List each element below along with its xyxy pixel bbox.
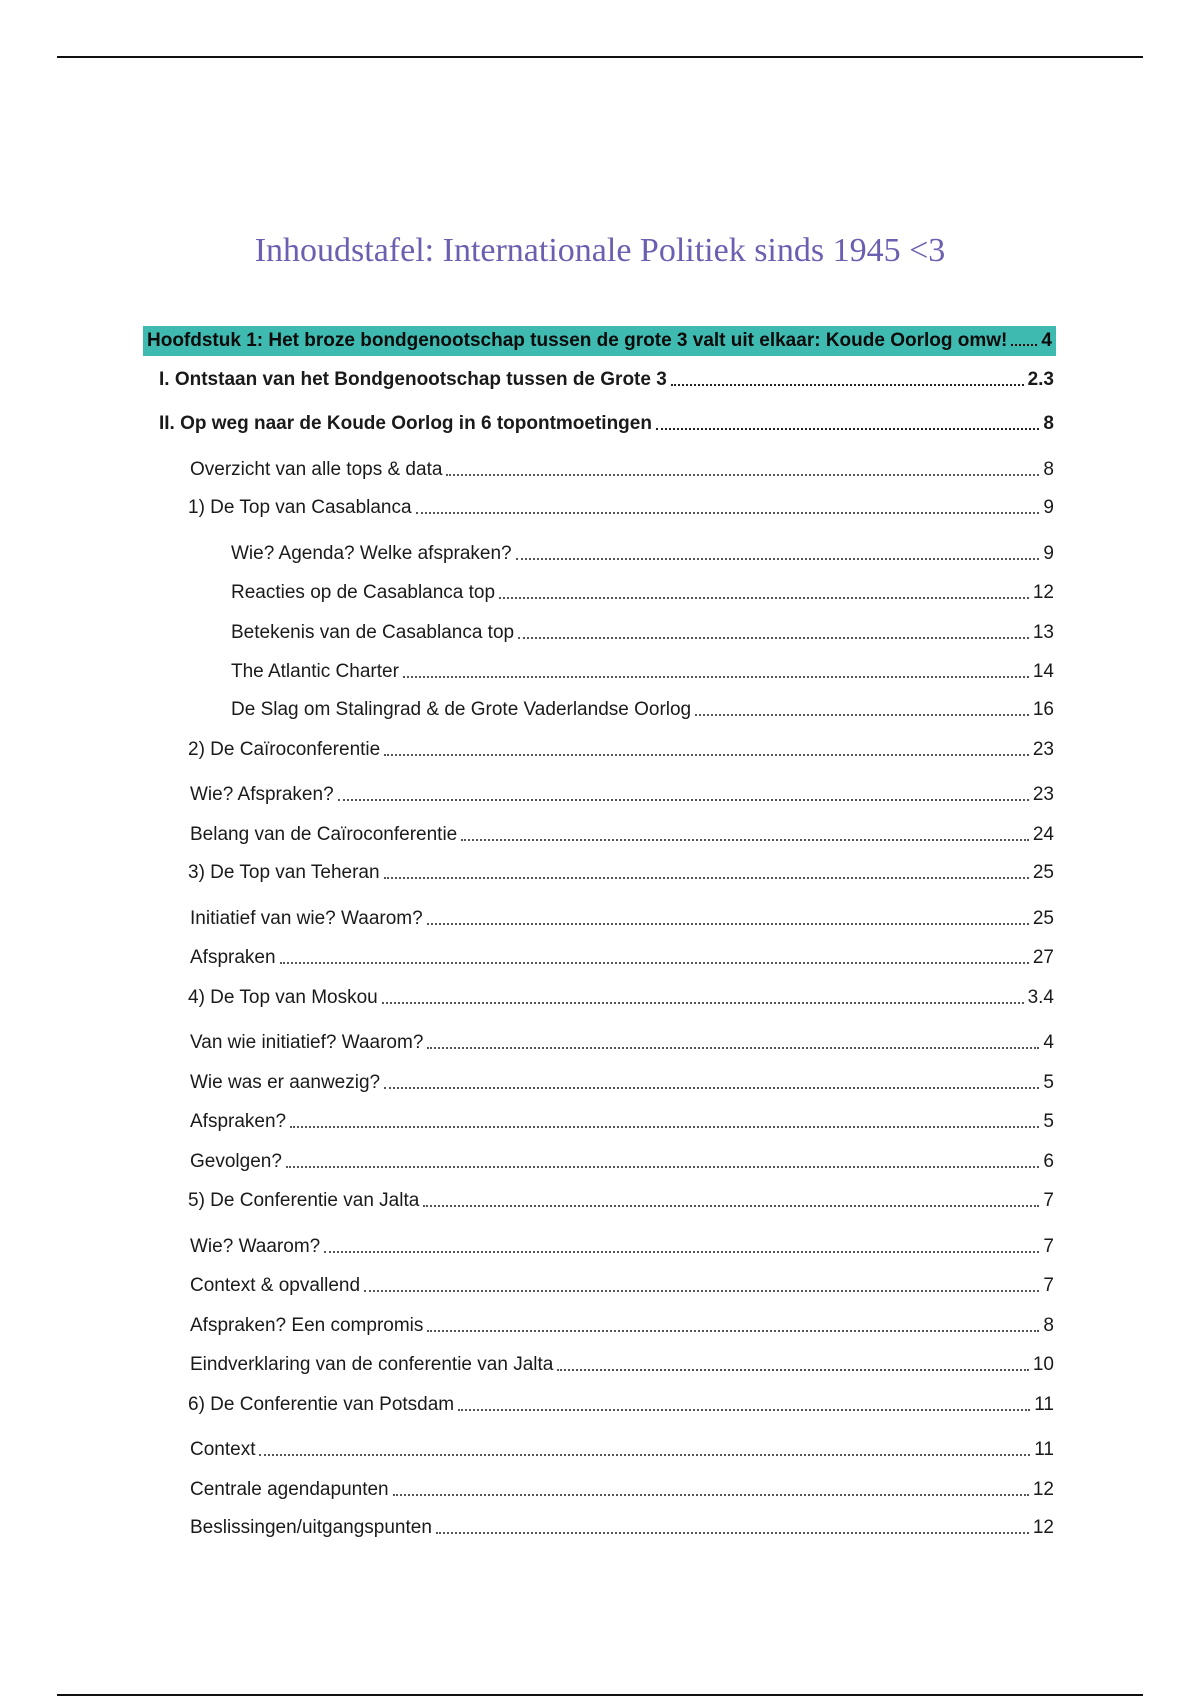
dot-leader: [427, 1047, 1039, 1049]
toc-label: Afspraken? Een compromis: [190, 1315, 424, 1336]
toc-item[interactable]: [190, 783, 1054, 807]
dot-leader: [403, 676, 1029, 678]
dot-leader: [364, 1290, 1039, 1292]
toc-item[interactable]: [188, 1393, 1054, 1417]
dot-leader: [436, 1532, 1029, 1534]
toc-page: 7: [1043, 1275, 1054, 1296]
toc-page: 25: [1032, 908, 1054, 929]
dot-leader: [1011, 344, 1037, 346]
dot-leader: [656, 428, 1039, 430]
toc-page: 9: [1043, 543, 1054, 564]
toc-chapter-1[interactable]: [143, 326, 1056, 356]
dot-leader: [461, 839, 1029, 841]
toc-label: Afspraken: [190, 947, 276, 968]
toc-page: 5: [1043, 1072, 1054, 1093]
toc-page: 24: [1032, 824, 1054, 845]
toc-page: 10: [1032, 1354, 1054, 1375]
toc-page: 14: [1032, 661, 1054, 682]
toc-page: 12: [1032, 1479, 1054, 1500]
toc-label: Wie? Agenda? Welke afspraken?: [231, 543, 512, 564]
toc-item[interactable]: [190, 823, 1054, 847]
toc-item[interactable]: [190, 1235, 1054, 1259]
dot-leader: [458, 1409, 1030, 1411]
toc-label: Hoofdstuk 1: Het broze bondgenootschap tussen de grote 3 valt uit elkaar: Koude Oorlog omw!: [147, 330, 1008, 351]
toc-item[interactable]: [231, 660, 1054, 684]
toc-page: 27: [1032, 947, 1054, 968]
toc-page: 9: [1043, 497, 1054, 518]
toc-item[interactable]: [188, 738, 1054, 762]
toc-item[interactable]: [188, 861, 1054, 885]
toc-label: I. Ontstaan van het Bondgenootschap tussen de Grote 3: [159, 369, 667, 390]
toc-page: 12: [1032, 1517, 1054, 1538]
toc-item[interactable]: [190, 1353, 1054, 1377]
toc-label: Wie? Afspraken?: [190, 784, 334, 805]
dot-leader: [382, 1002, 1024, 1004]
toc-page: 11: [1034, 1394, 1054, 1415]
dot-leader: [695, 714, 1029, 716]
toc-label: 3) De Top van Teheran: [188, 862, 380, 883]
dot-leader: [324, 1251, 1039, 1253]
toc-page: 16: [1032, 699, 1054, 720]
toc-section[interactable]: [159, 412, 1054, 436]
dot-leader: [290, 1126, 1039, 1128]
toc-item[interactable]: [231, 542, 1054, 566]
toc-page: 23: [1032, 739, 1054, 760]
dot-leader: [427, 1330, 1039, 1332]
dot-leader: [259, 1454, 1030, 1456]
toc-page: 23: [1032, 784, 1054, 805]
toc-page: 4: [1041, 330, 1052, 351]
toc-page: 7: [1043, 1236, 1054, 1257]
toc-item[interactable]: [190, 1150, 1054, 1174]
toc-item[interactable]: [190, 907, 1054, 931]
toc-label: Context: [190, 1439, 256, 1460]
toc-item[interactable]: [190, 1071, 1054, 1095]
dot-leader: [499, 597, 1029, 599]
toc-item[interactable]: [190, 946, 1054, 970]
toc-label: Afspraken?: [190, 1111, 287, 1132]
toc-page: 5: [1043, 1111, 1054, 1132]
toc-label: Wie was er aanwezig?: [190, 1072, 381, 1093]
dot-leader: [446, 474, 1039, 476]
toc-label: Van wie initiatief? Waarom?: [190, 1032, 424, 1053]
toc-label: Betekenis van de Casablanca top: [231, 622, 515, 643]
dot-leader: [557, 1369, 1029, 1371]
dot-leader: [286, 1166, 1040, 1168]
toc-label: 1) De Top van Casablanca: [188, 497, 412, 518]
dot-leader: [384, 754, 1029, 756]
toc-section[interactable]: [159, 368, 1054, 392]
toc-item[interactable]: [188, 1189, 1054, 1213]
toc-item[interactable]: [231, 581, 1054, 605]
toc-page: 8: [1043, 413, 1054, 434]
toc-page: 12: [1032, 582, 1054, 603]
toc-label: II. Op weg naar de Koude Oorlog in 6 topontmoetingen: [159, 413, 652, 434]
toc-label: 5) De Conferentie van Jalta: [188, 1190, 420, 1211]
toc-label: Gevolgen?: [190, 1151, 282, 1172]
toc-page: 8: [1043, 1315, 1054, 1336]
toc-label: Reacties op de Casablanca top: [231, 582, 496, 603]
toc-label: 2) De Caïroconferentie: [188, 739, 381, 760]
toc-page: 3.4: [1027, 987, 1054, 1008]
toc-label: Centrale agendapunten: [190, 1479, 389, 1500]
toc-page: 4: [1043, 1032, 1054, 1053]
toc-page: 7: [1043, 1190, 1054, 1211]
dot-leader: [671, 384, 1024, 386]
toc-page: 11: [1034, 1439, 1054, 1460]
page-title: Inhoudstafel: Internationale Politiek sinds 1945 <3: [254, 232, 946, 269]
toc-label: Eindverklaring van de conferentie van Jalta: [190, 1354, 554, 1375]
toc-label: Wie? Waarom?: [190, 1236, 321, 1257]
toc-item[interactable]: [190, 458, 1054, 482]
dot-leader: [427, 923, 1029, 925]
toc-page: 25: [1032, 862, 1054, 883]
footer-rule: [57, 1694, 1143, 1696]
toc-label: Initiatief van wie? Waarom?: [190, 908, 423, 929]
toc-item[interactable]: [231, 621, 1054, 645]
dot-leader: [393, 1494, 1029, 1496]
dot-leader: [423, 1205, 1039, 1207]
toc-item[interactable]: [190, 1438, 1054, 1462]
toc-page: 2.3: [1027, 369, 1054, 390]
toc-page: 6: [1043, 1151, 1054, 1172]
toc-label: De Slag om Stalingrad & de Grote Vaderlandse Oorlog: [231, 699, 692, 720]
toc-item[interactable]: [190, 1516, 1054, 1540]
toc-item[interactable]: [190, 1314, 1054, 1338]
toc-label: Overzicht van alle tops & data: [190, 459, 443, 480]
toc-label: The Atlantic Charter: [231, 661, 399, 682]
toc-item[interactable]: [190, 1110, 1054, 1134]
dot-leader: [416, 512, 1040, 514]
toc-item[interactable]: [190, 1031, 1054, 1055]
dot-leader: [384, 1087, 1039, 1089]
dot-leader: [280, 962, 1029, 964]
dot-leader: [516, 558, 1040, 560]
dot-leader: [518, 637, 1029, 639]
toc-label: Context & opvallend: [190, 1275, 361, 1296]
toc-label: Beslissingen/uitgangspunten: [190, 1517, 432, 1538]
toc-page: 8: [1043, 459, 1054, 480]
dot-leader: [338, 799, 1029, 801]
toc-item[interactable]: [188, 496, 1054, 520]
toc-item[interactable]: [231, 698, 1054, 722]
toc-page: 13: [1032, 622, 1054, 643]
toc-label: 4) De Top van Moskou: [188, 987, 378, 1008]
toc-item[interactable]: [190, 1478, 1054, 1502]
toc-label: 6) De Conferentie van Potsdam: [188, 1394, 455, 1415]
toc-item[interactable]: [190, 1274, 1054, 1298]
dot-leader: [384, 877, 1029, 879]
toc-item[interactable]: [188, 986, 1054, 1010]
toc-label: Belang van de Caïroconferentie: [190, 824, 458, 845]
